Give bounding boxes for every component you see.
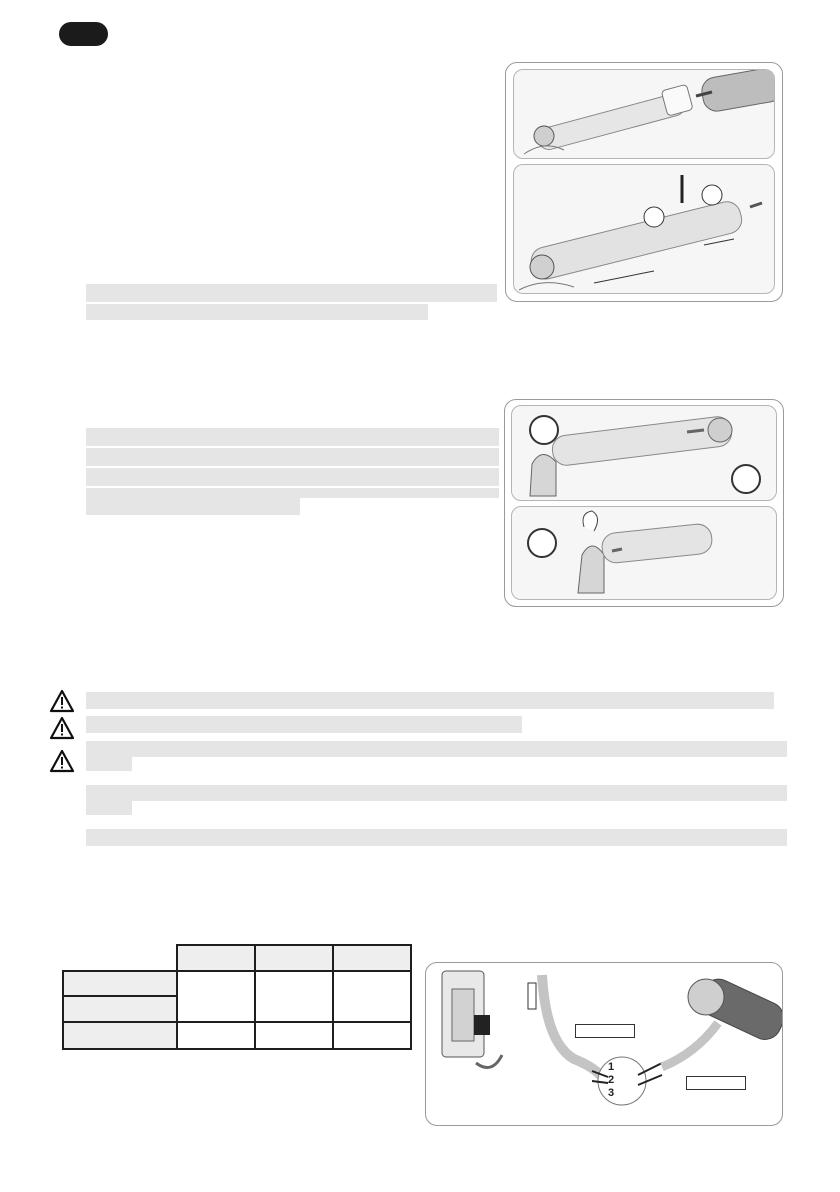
table-header-cell (333, 945, 411, 971)
table-row-label (63, 971, 177, 996)
tube-screws-drawing (514, 165, 774, 293)
spec-table (62, 944, 412, 1050)
table-cell (333, 1022, 411, 1049)
warning-icon (49, 716, 75, 740)
callout-circle (529, 415, 559, 445)
table-row-label (63, 996, 177, 1022)
table-cell (255, 971, 333, 1022)
text-placeholder-line (86, 692, 774, 709)
text-placeholder-line (86, 304, 428, 320)
wire-label-box (575, 1024, 635, 1038)
language-tab (59, 22, 108, 46)
table-row-label (63, 1022, 177, 1049)
text-placeholder-line (86, 757, 132, 771)
wire-label-box (686, 1076, 746, 1090)
table-cell (333, 971, 411, 1022)
table-corner (63, 945, 177, 971)
text-placeholder-line (86, 801, 132, 815)
tube-coupling-drawing (514, 70, 774, 158)
warning-icon (49, 749, 75, 773)
terminal-label: 3 (608, 1087, 615, 1099)
terminal-label: 2 (608, 1074, 615, 1086)
terminal-label: 1 (608, 1061, 615, 1073)
text-placeholder-line (86, 488, 499, 498)
text-placeholder-line (86, 829, 787, 846)
wiring-drawing (426, 963, 782, 1125)
warning-icon (49, 689, 75, 713)
illustration-panel-wiring (425, 962, 783, 1126)
table-header-cell (255, 945, 333, 971)
table-cell (177, 1022, 255, 1049)
table-header-cell (177, 945, 255, 971)
circuit-breaker-icon (442, 971, 502, 1068)
text-placeholder-line (86, 716, 522, 733)
text-placeholder-line (86, 498, 300, 515)
table-cell (177, 971, 255, 1022)
illustration-panel-motor-insertion (505, 62, 783, 302)
callout-circle (527, 528, 557, 558)
table-cell (255, 1022, 333, 1049)
illustration-panel-bracket-mounting (504, 399, 784, 607)
text-placeholder-line (86, 785, 787, 801)
text-placeholder-line (86, 468, 499, 486)
illustration-tube-fixing-screws (513, 164, 775, 294)
text-placeholder-line (86, 428, 499, 446)
text-placeholder-line (86, 448, 499, 466)
illustration-tube-coupling (513, 69, 775, 159)
text-placeholder-line (86, 741, 787, 757)
text-placeholder-line (86, 284, 497, 302)
callout-circle (731, 464, 761, 494)
